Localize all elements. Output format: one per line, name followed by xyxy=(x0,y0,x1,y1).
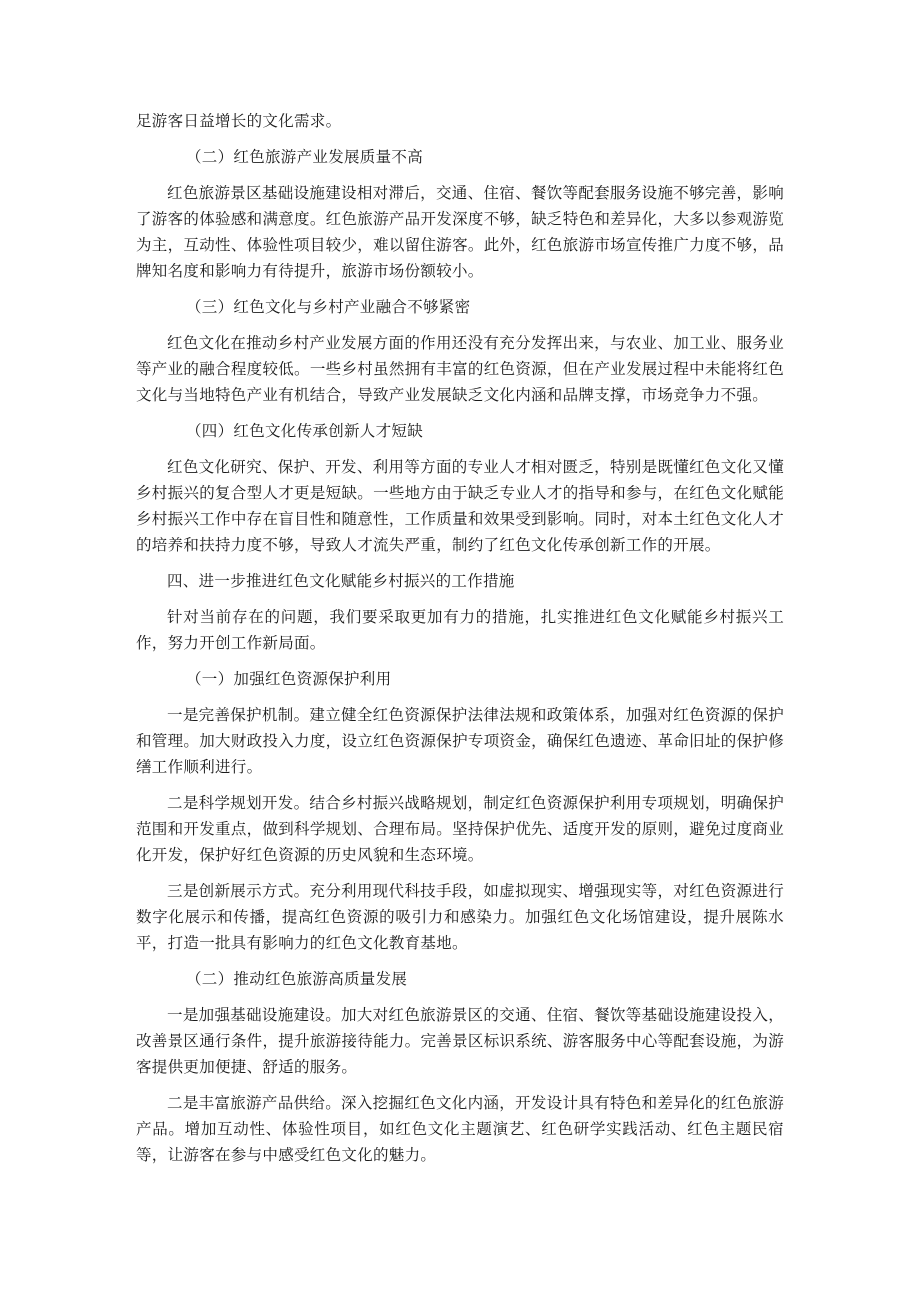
subheading-2: （二）红色旅游产业发展质量不高 xyxy=(186,148,424,166)
paragraph: 一是完善保护机制。建立健全红色资源保护法律法规和政策体系，加强对红色资源的保护和管理。加大财政投入力度，设立红色资源保护专项资金，确保红色遗迹、革命旧址的保护修缮工作顺利进行。 xyxy=(136,706,784,776)
paragraph: 红色文化在推动乡村产业发展方面的作用还没有充分发挥出来，与农业、加工业、服务业等产业的融合程度较低。一些乡村虽然拥有丰富的红色资源，但在产业发展过程中未能将红色文化与当地特色产业有机结合，导致产业发展缺乏文化内涵和品牌支撑，市场竞争力不强。 xyxy=(136,334,784,404)
subheading-3: （三）红色文化与乡村产业融合不够紧密 xyxy=(186,298,471,316)
paragraph: 针对当前存在的问题，我们要采取更加有力的措施，扎实推进红色文化赋能乡村振兴工作，努力开创工作新局面。 xyxy=(136,608,784,652)
subheading-2: （二）推动红色旅游高质量发展 xyxy=(186,970,408,988)
paragraph: 二是科学规划开发。结合乡村振兴战略规划，制定红色资源保护利用专项规划，明确保护范围和开发重点，做到科学规划、合理布局。坚持保护优先、适度开发的原则，避免过度商业化开发，保护好红色资源的历史风貌和生态环境。 xyxy=(136,794,784,864)
paragraph: 一是加强基础设施建设。加大对红色旅游景区的交通、住宿、餐饮等基础设施建设投入，改善景区通行条件，提升旅游接待能力。完善景区标识系统、游客服务中心等配套设施，为游客提供更加便捷、舒适的服务。 xyxy=(136,1006,784,1076)
subheading-1: （一）加强红色资源保护利用 xyxy=(186,670,392,688)
paragraph-continuation: 足游客日益增长的文化需求。 xyxy=(136,112,342,130)
section-heading-4: 四、进一步推进红色文化赋能乡村振兴的工作措施 xyxy=(167,572,515,590)
paragraph: 红色文化研究、保护、开发、利用等方面的专业人才相对匮乏，特别是既懂红色文化又懂乡村振兴的复合型人才更是短缺。一些地方由于缺乏专业人才的指导和参与，在红色文化赋能乡村振兴工作中存在盲目性和随意性，工作质量和效果受到影响。同时，对本土红色文化人才的培养和扶持力度不够，导致人才流失严重，制约了红色文化传承创新工作的开展。 xyxy=(136,458,784,554)
paragraph: 三是创新展示方式。充分利用现代科技手段，如虚拟现实、增强现实等，对红色资源进行数字化展示和传播，提高红色资源的吸引力和感染力。加强红色文化场馆建设，提升展陈水平，打造一批具有影响力的红色文化教育基地。 xyxy=(136,882,784,952)
paragraph: 二是丰富旅游产品供给。深入挖掘红色文化内涵，开发设计具有特色和差异化的红色旅游产品。增加互动性、体验性项目，如红色文化主题演艺、红色研学实践活动、红色主题民宿等，让游客在参与中感受红色文化的魅力。 xyxy=(136,1094,784,1164)
subheading-4: （四）红色文化传承创新人才短缺 xyxy=(186,422,424,440)
document-body xyxy=(136,108,784,1178)
paragraph: 红色旅游景区基础设施建设相对滞后，交通、住宿、餐饮等配套服务设施不够完善，影响了游客的体验感和满意度。红色旅游产品开发深度不够，缺乏特色和差异化，大多以参观游览为主，互动性、体验性项目较少，难以留住游客。此外，红色旅游市场宣传推广力度不够，品牌知名度和影响力有待提升，旅游市场份额较小。 xyxy=(136,184,784,280)
